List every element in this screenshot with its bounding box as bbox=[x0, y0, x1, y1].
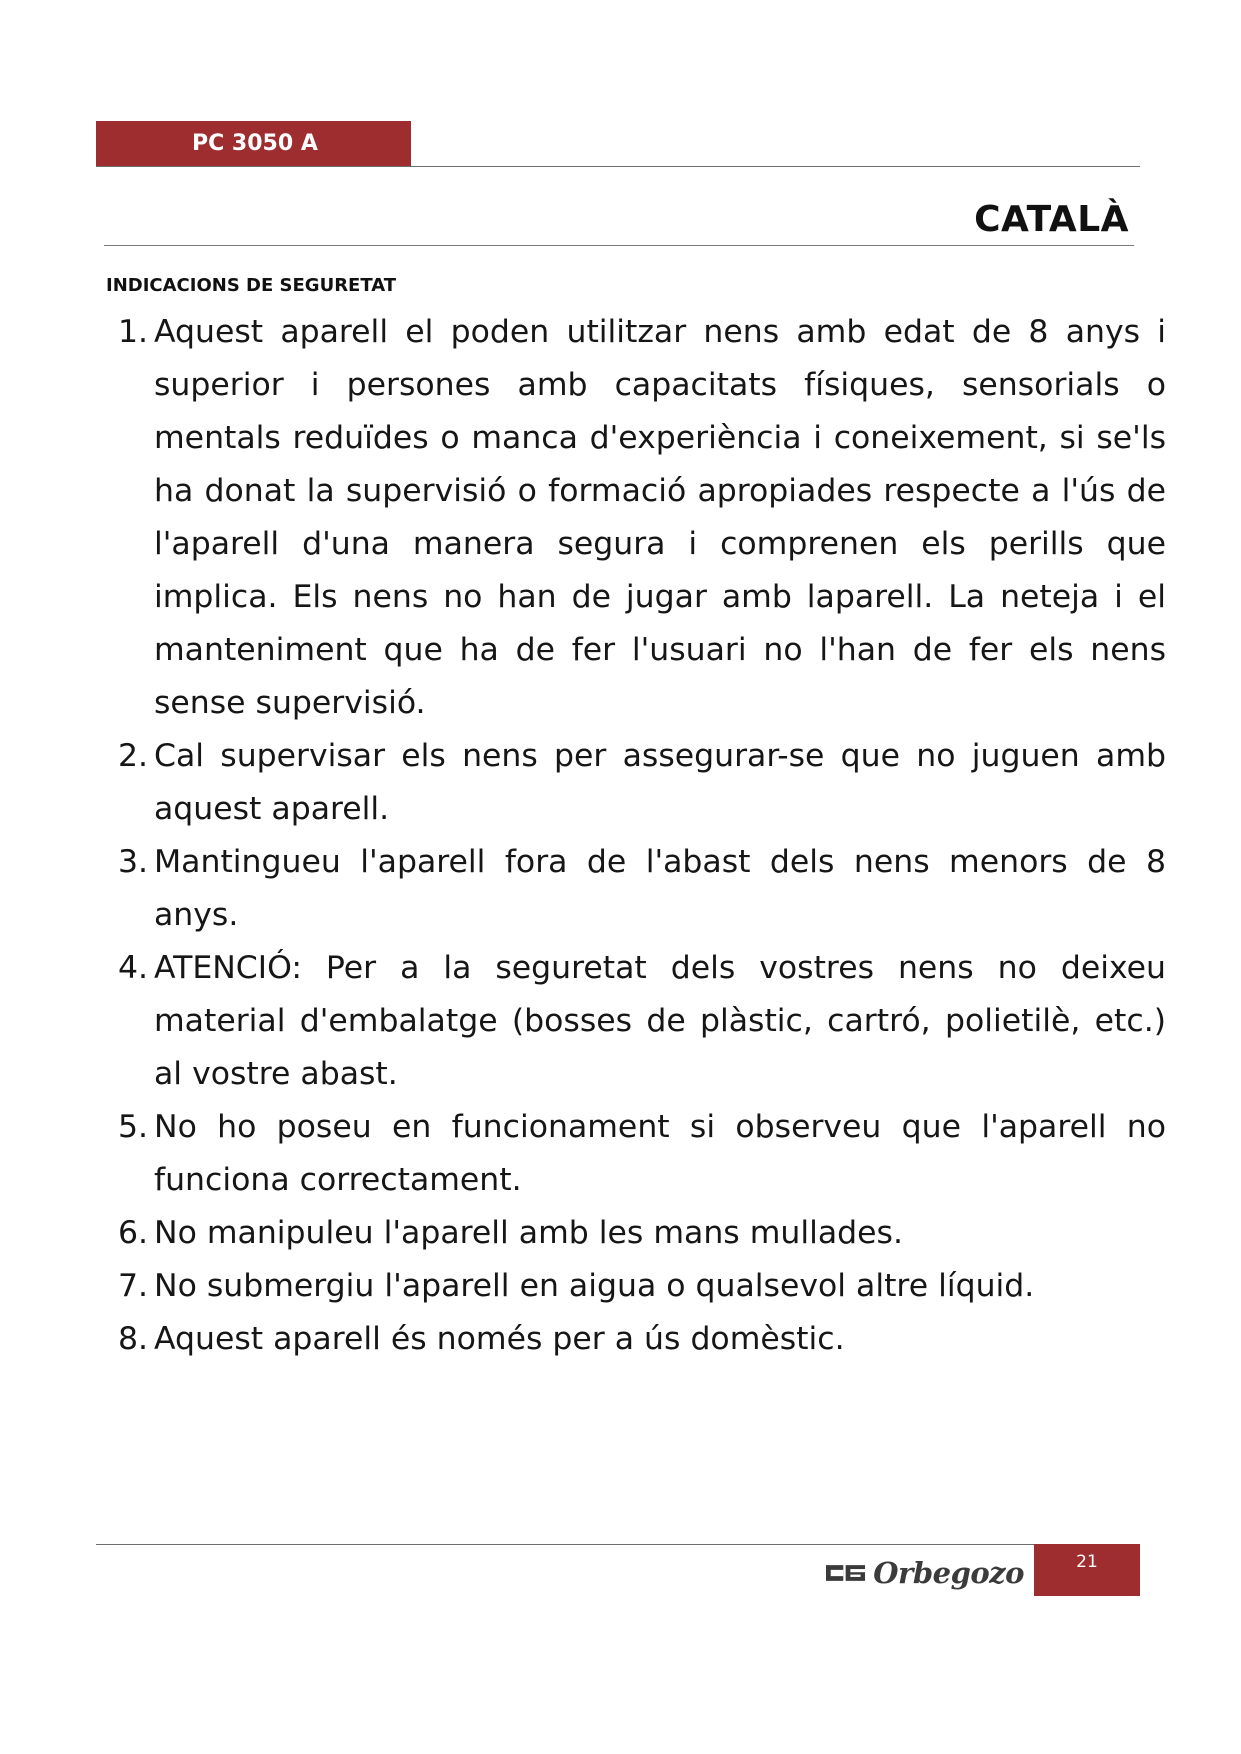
orbegozo-logo-icon bbox=[826, 1561, 865, 1585]
section-title: INDICACIONS DE SEGURETAT bbox=[106, 275, 397, 296]
brand-name: Orbegozo bbox=[873, 1556, 1024, 1590]
list-item-text: Aquest aparell el poden utilitzar nens amb edat de 8 anys i superior i persones amb capacitats físiques, sensorials o mentals reduïdes o manca d'experiència i coneixement, si se'ls ha donat la supervisió o formació apropiades respecte a l'ús de l'aparell d'una manera segura i comprenen els perills que implica. Els nens no han de jugar amb laparell. La neteja i el manteniment que ha de fer l'usuari no l'han de fer els nens sense supervisió. bbox=[154, 314, 1166, 721]
list-item-text: Mantingueu l'aparell fora de l'abast dels nens menors de 8 anys. bbox=[154, 844, 1166, 933]
title-divider bbox=[104, 245, 1134, 246]
model-label: PC 3050 A bbox=[192, 131, 318, 156]
footer-divider bbox=[96, 1544, 1140, 1545]
list-item-number: 7. bbox=[117, 1268, 148, 1304]
list-item-text: Aquest aparell és només per a ús domèstic. bbox=[154, 1321, 845, 1357]
brand-logo bbox=[826, 1552, 1024, 1594]
list-item bbox=[106, 306, 1166, 730]
list-item-number: 1. bbox=[117, 314, 148, 350]
list-item bbox=[106, 730, 1166, 836]
safety-instructions-list bbox=[106, 306, 1166, 1366]
list-item-text: No ho poseu en funcionament si observeu que l'aparell no funciona correctament. bbox=[154, 1109, 1166, 1198]
list-item-number: 6. bbox=[117, 1215, 148, 1251]
list-item-number: 5. bbox=[117, 1109, 148, 1145]
list-item-text: ATENCIÓ: Per a la seguretat dels vostres nens no deixeu material d'embalatge (bosses de plàstic, cartró, polietilè, etc.) al vostre abast. bbox=[154, 950, 1166, 1092]
list-item bbox=[106, 1207, 1166, 1260]
list-item bbox=[106, 1313, 1166, 1366]
list-item-number: 4. bbox=[117, 950, 148, 986]
list-item bbox=[106, 942, 1166, 1101]
list-item-number: 8. bbox=[117, 1321, 148, 1357]
header-divider bbox=[96, 166, 1140, 167]
page-number: 21 bbox=[1034, 1544, 1140, 1596]
list-item-text: No manipuleu l'aparell amb les mans mullades. bbox=[154, 1215, 903, 1251]
list-item bbox=[106, 1260, 1166, 1313]
list-item bbox=[106, 836, 1166, 942]
list-item-number: 2. bbox=[117, 738, 148, 774]
list-item bbox=[106, 1101, 1166, 1207]
list-item-text: No submergiu l'aparell en aigua o qualsevol altre líquid. bbox=[154, 1268, 1035, 1304]
list-item-number: 3. bbox=[117, 844, 148, 880]
list-item-text: Cal supervisar els nens per assegurar-se que no juguen amb aquest aparell. bbox=[154, 738, 1166, 827]
language-title: CATALÀ bbox=[974, 199, 1129, 240]
model-tab bbox=[96, 121, 411, 167]
